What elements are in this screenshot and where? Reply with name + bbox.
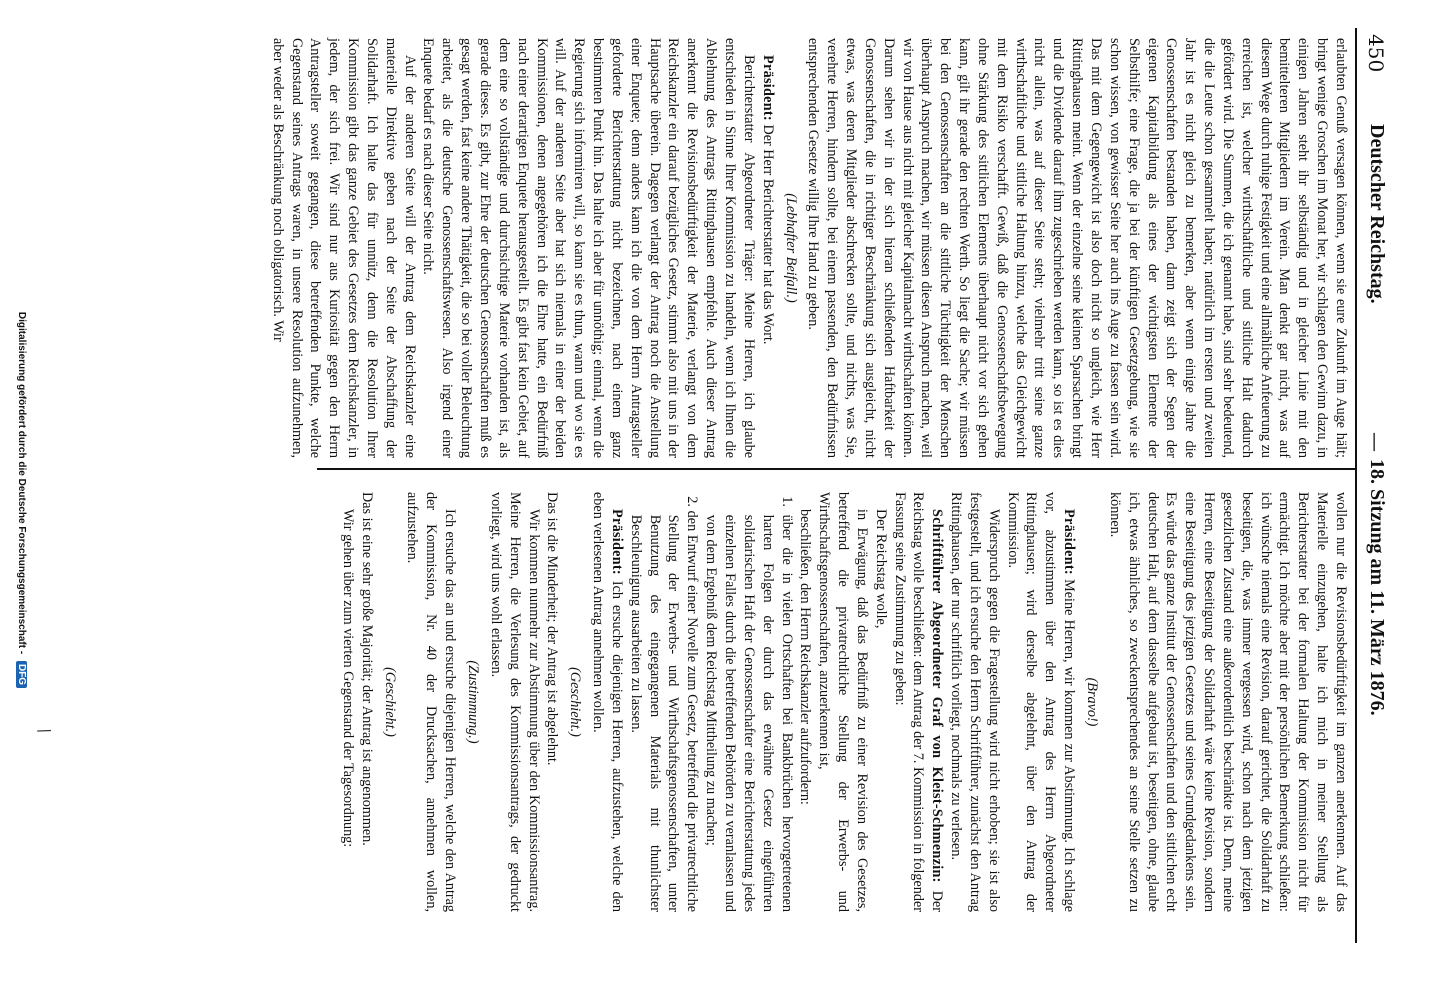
paragraph: erlaubten Genuß versagen können, wenn sie eure Zukunft im Auge hält; bringt wenige Groschen im Monat her, wir schlagen den Gewinn dazu, in einigen Jahren steht ihr selbständig und in gleicher Linie mit den bemittelteren Mitgliedern im Verein. Man denkt gar nicht, was auf diesem Wege durch ruhige Festigkeit und eine allmähliche Anfeuerung zu erreichen ist, welcher wirthschaftliche und sittliche Halt dadurch gefördert wird. Die Summen, die ich genannt habe, sind sehr bedeutend, die die Leute schon gesammelt haben; natürlich im ersten und zweiten Jahr ist es nicht gleich zu bemerken, aber wenn einige Jahre die Genossenschaften bestanden haben, dann zeigt sich der Segen der eigenen Kapitalbildung als eines der wichtigsten Elemente der Selbsthilfe; eine Frage, die ja bei der künftigen Gesetzgebung, wie sie schon wissen, von gewisser Seite her auch ins Auge zu fassen sein wird. Das mit dem Gegengewicht ist also doch nicht so ungleich, wie Herr Rittinghausen meint. Wenn der einzelne seine kleinen Sparsachen bringt und die Dividende darauf ihm zugeschrieben werden kann, so ist es dies nicht allein, was auf dieser Seite steht; vielmehr tritt seine ganze wirthschaftliche und sittliche Haltung hinzu, welche das Gleichgewicht mit dem Risiko verschafft. Gewiß, daß die Genossenschaftsbewegung ohne Stärkung des sittlichen Elements überhaupt nicht vor sich gehen kann, gilt ihr gerade den rechten Werth. So liegt die Sache; wir müssen bei den Genossenschaften an die sittliche Tüchtigkeit der Menschen überhaupt Anspruch machen, wir müssen diesen Anspruch machen, weil wir von Hause aus nicht mit gleicher Kapitalmacht wirthschaften können. Darum sehen wir in der sich hieran schließenden Haftbarkeit der Genossenschaften, die in richtiger Beschränkung sich ausgleicht, nicht etwas, was deren Mitglieder abschrecken sollte, und nichts, was Sie, verehrte Herren, hindern sollte, bei einem passenden, den Bedürfnissen entsprechenden Gesetze willig Ihre Hand zu geben.: [805, 38, 1349, 458]
paragraph: Das ist eine sehr große Majorität; der Antrag ist angenommen.: [358, 492, 375, 846]
speaker-name: Präsident:: [608, 509, 625, 575]
speaker-paragraph: Präsident: Der Herr Berichterstatter hat das Wort.: [759, 55, 776, 345]
speaker-name: Präsident:: [759, 55, 776, 121]
paragraph: Ich ersuche das an und ersuche diejenigen Herren, welche den Antrag der Kommission, Nr. 40 der Drucksachen, annehmen wollen, aufzustehen.: [404, 492, 459, 912]
paragraph: Berichterstatter Abgeordneter Träger: Meine Herren, ich glaube entschieden in Sinne Ihrer Kommission zu handeln, wenn ich Ihnen die Ablehnung des Antrags Rittinghausen empfehle. Auch dieser Antrag anerkennt die Revisionsbedürftigkeit der Materie, verlangt von dem Reichskanzler ein darauf bezügliches Gesetz, stimmt also mit uns in der Hauptsache überein. Dagegen verlangt der Antrag noch die Anstellung einer Enquete; denn anders kann ich die von dem Herrn Antragsteller geforderte Berichterstattung nicht bezeichnen, nach einem ganz bestimmten Punkt hin. Das halte ich aber für unnöthig; einmal, wenn die Regierung sich informiren will, so kann sie es thun, wann und wo sie es will. Auf der anderen Seite aber hat sich niemals in einer der beiden Kommissionen, denen angegehören ich die Ehre hatte, ein Bedürfniß nach einer derartigen Enquete herausgestellt. Es gibt fast kein Gebiet, auf dem eine so vollständige und durchsichtige Materie vorhanden ist, als gerade dieses. Es gibt, zur Ehre der deutschen Genossenschaften muß es gesagt werden, fast keine andere Thätigkeit, die so bei voller Beleuchtung arbeitet, als die deutsche Genossenschaftswesen. Also irgend einer Enquete bedarf es nach dieser Seite nicht.: [420, 38, 757, 458]
paragraph: Widerspruch gegen die Fragestellung wird nicht erhoben; sie ist also festgestellt, und ich ersuche den Herrn Schriftführer, zunächst den Antrag Rittinghausen, der nur schriftlich vorliegt, nochmals zu verlesen.: [948, 492, 1002, 912]
page-header: [1358, 34, 1388, 939]
left-column: [268, 38, 1350, 458]
right-column: [338, 492, 1350, 912]
quoted-paragraph: in Erwägung, daß das Bedürfniß zu einer Revision des Gesetzes, betreffend die privatrechtliche Stellung der Erwerbs- und Wirthschaftsgenossenschaften, anzuerkennen ist,: [816, 492, 870, 912]
paragraph: Wir kommen nunmehr zur Abstimmung über den Kommissionsantrag. Meine Herren, die Verlesung des Kommissionsantrags, der gedruckt vorliegt, wird uns wohl erlassen.: [487, 492, 542, 912]
stage-direction: (Bravo!): [1084, 677, 1101, 727]
paragraph: Auf der anderen Seite will der Antrag dem Reichskanzler eine materielle Direktive geben nach der Seite der Abschaffung der Solidarhaft. Ich halte das für unnütz, denn die Resolution Ihrer Kommission gibt das ganze Gebiet des Gesetzes dem Reichskanzler, in jedem, der sich frei. Wir sind nur aus Kuriosität gegen den Herrn Antragsteller soweit gegangen, diese betreffenden Punkte, welche Gegenstand seines Antrags waren, in unsere Resolution aufzunehmen, aber weder als Beschränkung noch obligatorisch. Wir: [269, 38, 418, 458]
margin-mark: /: [34, 724, 55, 737]
paragraph: Wir gehen über zum vierten Gegenstand der Tagesordnung:: [339, 509, 356, 848]
stage-direction: (Geschieht.): [567, 667, 584, 737]
speaker-name: Präsident:: [1061, 509, 1078, 575]
stage-direction: (Geschieht.): [381, 667, 398, 737]
stage-direction: (Zustimmung.): [465, 660, 482, 744]
list-item: 1. über die in vielen Ortschaften bei Bankbrüchen hervorgetretenen harten Folgen der durch das erwähnte Gesetz eingeführten solidarischen Haft der Genossenschafter eine Berichterstattung jedes einzelnen Falles durch die betreffenden Behörden zu veranlassen und von dem Ergebniß dem Reichstag Mittheilung zu machen;: [703, 496, 795, 912]
dfg-logo: DFG: [16, 661, 27, 688]
page-number: 450: [1364, 34, 1388, 73]
speaker-name: Schriftführer Abgeordneter Graf von Kleist-Schmenzin:: [929, 509, 946, 883]
column-divider: [317, 468, 1357, 470]
quoted-line: beschließen, den Herrn Reichskanzler aufzufordern:: [797, 509, 814, 805]
header-separator: —: [1364, 432, 1388, 452]
paragraph: Das ist die Minderheit; der Antrag ist abgelehnt.: [544, 492, 561, 766]
speaker-paragraph: Schriftführer Abgeordneter Graf von Kleist-Schmenzin: Der Reichstag wolle beschließen: dem Antrag der 7. Kommission in folgender Fassung seine Zustimmung zu geben:: [891, 492, 946, 913]
speaker-paragraph: Präsident: Ich ersuche diejenigen Herren, aufzustehen, welche den eben verlesenen Antrag annehmen wollen.: [590, 492, 625, 912]
digitization-footer: [16, 0, 27, 1000]
list-item: 2. den Entwurf einer Novelle zum Gesetz, betreffend die privatrechtliche Stellung der Erwerbs- und Wirthschaftsgenossenschaften, unter Benutzung des eingegangenen Materials mit thunlichster Beschleunigung ausarbeiten zu lassen.: [627, 496, 701, 912]
header-rule: [1355, 28, 1357, 943]
session-title: 18. Sitzung am 11. März 1876.: [1366, 459, 1388, 716]
publication-title: Deutscher Reichstag.: [1366, 124, 1388, 304]
speaker-paragraph: Präsident: Meine Herren, wir kommen zur Abstimmung. Ich schlage vor, abzustimmen über den Antrag des Herrn Abgeordneter Rittinghausen; wird derselbe abgelehnt, über den Antrag der Kommission.: [1004, 492, 1078, 912]
quoted-line: Der Reichstag wolle,: [872, 509, 889, 629]
stage-direction: (Lebhafter Beifall.): [782, 193, 799, 303]
footer-text: Digitalisierung gefördert durch die Deutsche Forschungsgemeinschaft -: [16, 311, 27, 655]
paragraph: wollen nur die Revisionsbedürftigkeit im ganzen anerkennen. Auf das Materielle einzugehen, halte ich mich in meiner Stellung als Berichterstatter bei der formalen Haltung der Kommission nicht für ermächtigt. Ich möchte aber mit der persönlichen Bemerkung schließen: ich wünsche niemals eine Revision, darauf gerichtet, die Solidarhaft zu beseitigen, die, was immer vergessen wird, schon nach dem jetzigen gesetzlichen Zustand eine außerordentlich beschränkte ist. Denn, meine Herren, eine Beseitigung der Solidarhaft wäre keine Revision, sondern eine Beseitigung des jetzigen Gesetzes und seines Grundgedankens sein. Es würde das ganze Institut der Genossenschaften und den sittlichen echt deutschen Halt, auf dem dasselbe aufgebaut ist, beseitigen, ohne, glaube ich, etwas ähnliches, so zweckentsprechendes an seine Stelle setzen zu können.: [1106, 492, 1349, 912]
